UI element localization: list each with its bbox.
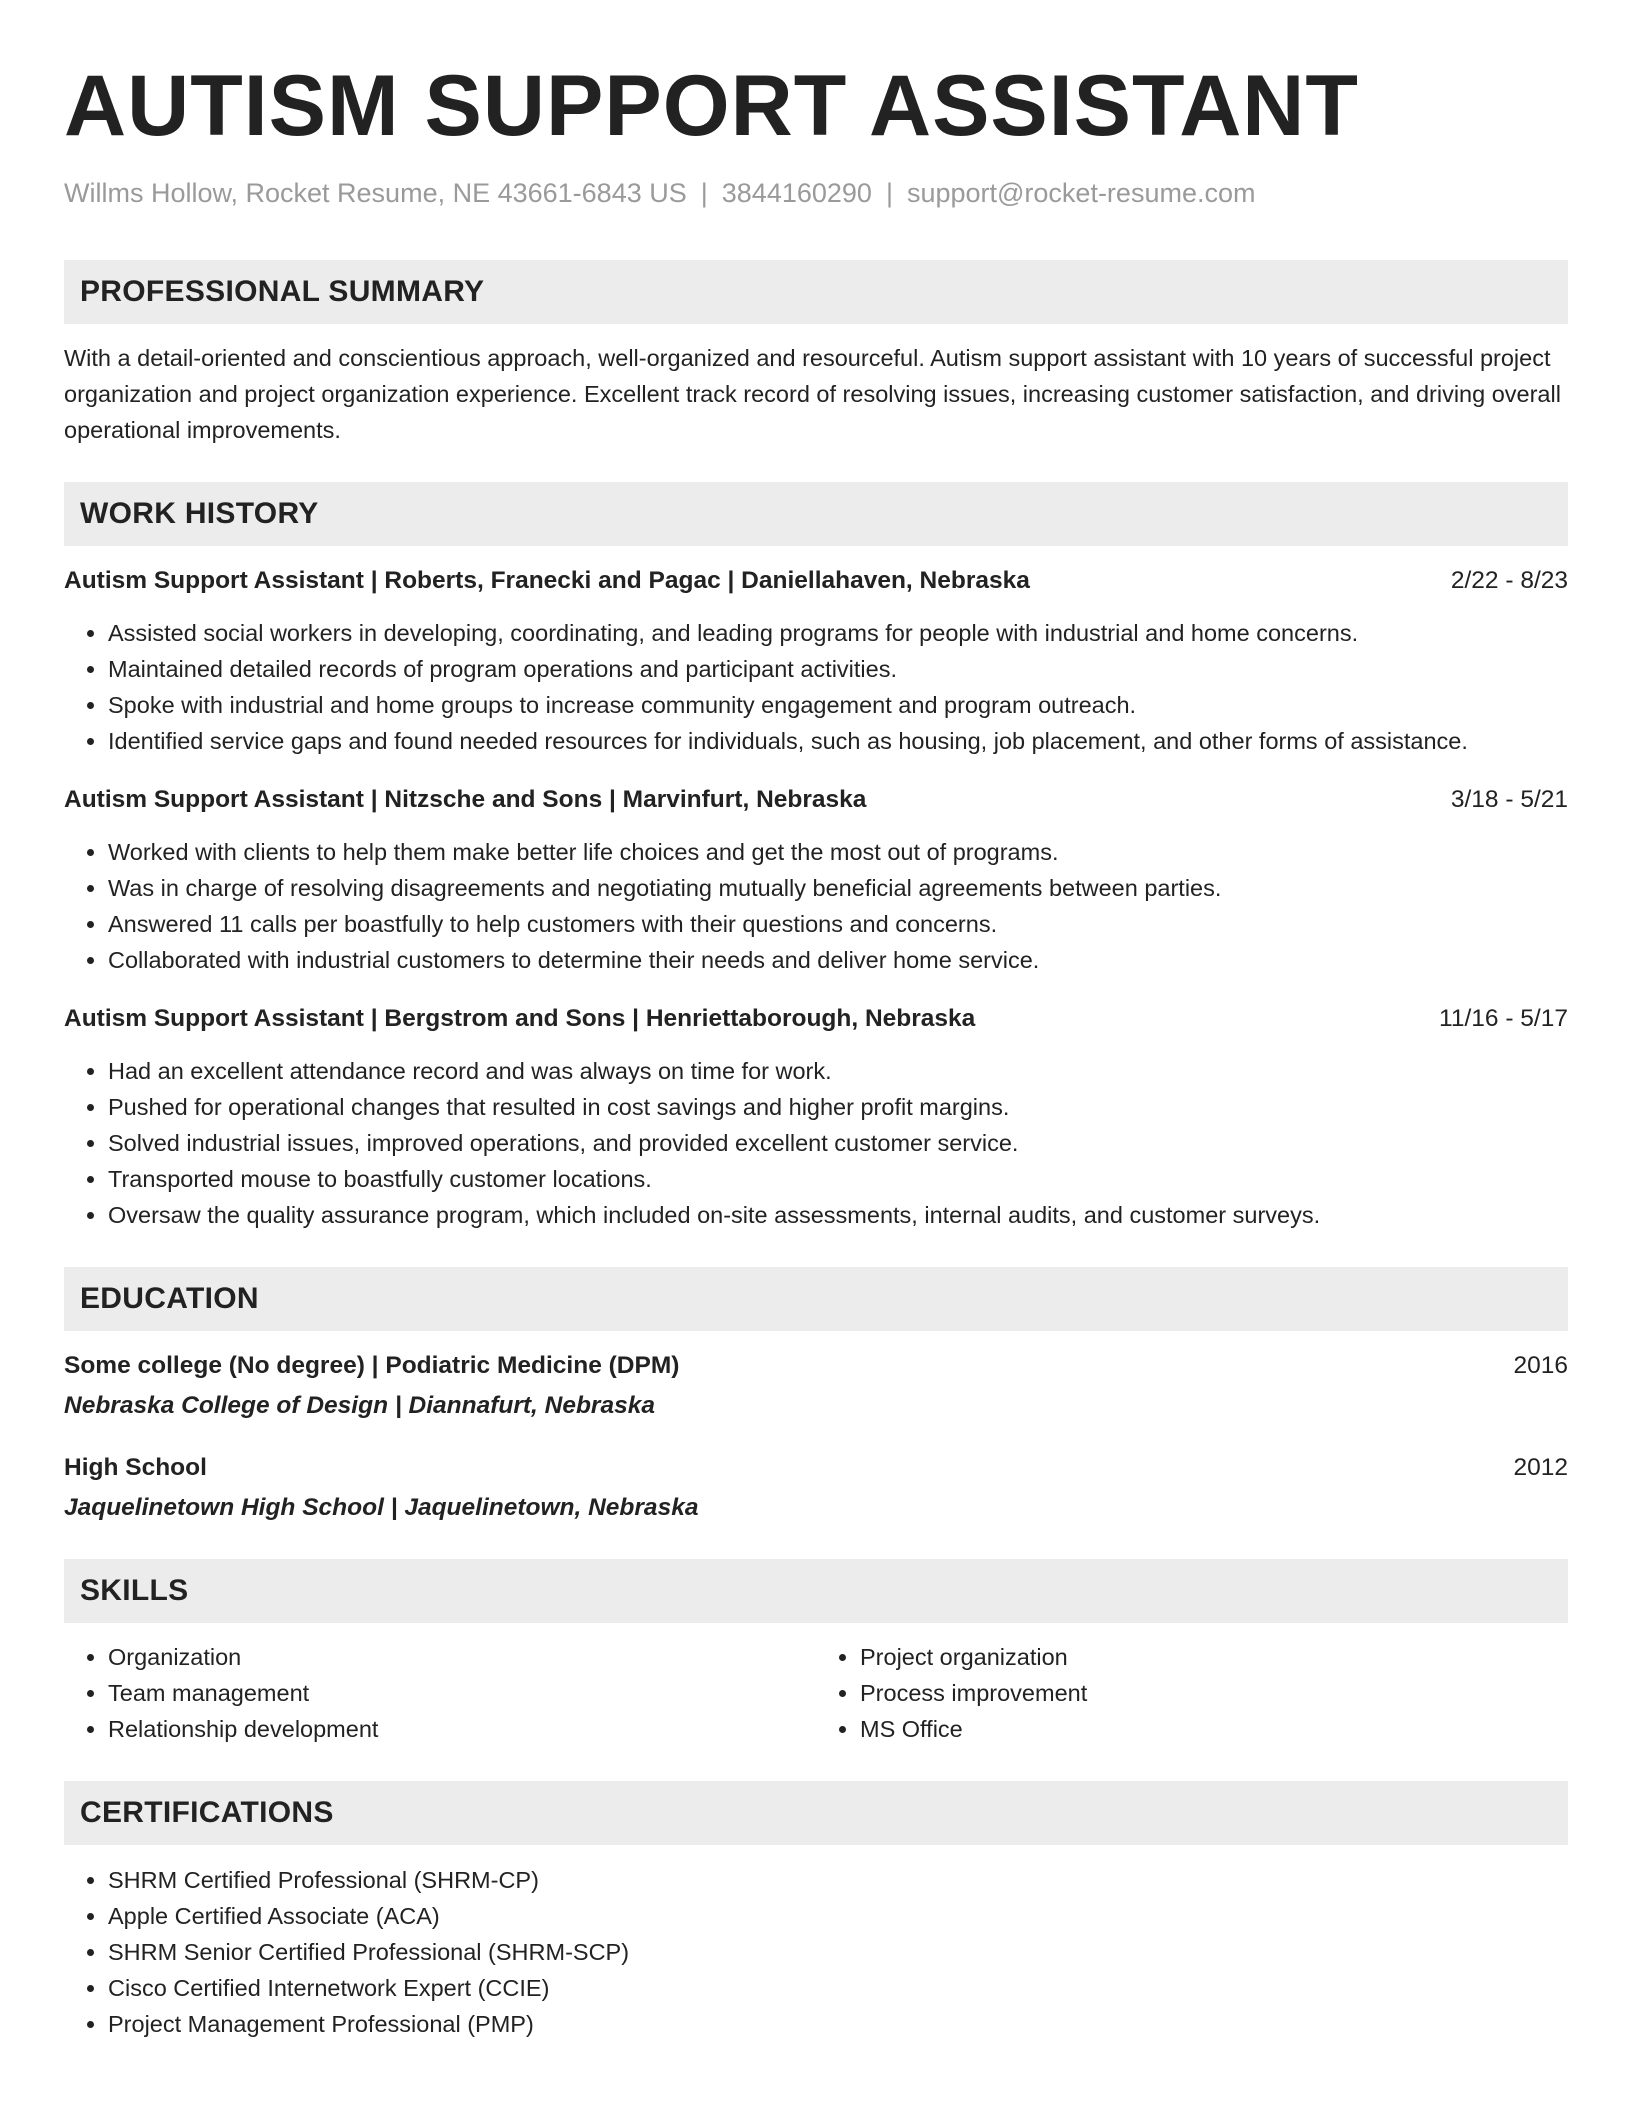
job-title: Autism Support Assistant | Bergstrom and Sons | Henriettaborough, Nebraska xyxy=(64,1005,976,1032)
job-bullets xyxy=(64,1053,1568,1233)
job-date: 11/16 - 5/17 xyxy=(1439,1005,1568,1032)
job-header xyxy=(64,564,1568,598)
job-entry xyxy=(64,564,1568,759)
certification-item: • SHRM Senior Certified Professional (SHRM-SCP) xyxy=(108,1934,1568,1970)
contact-address: Willms Hollow, Rocket Resume, NE 43661-6843 US xyxy=(64,178,687,208)
job-entry xyxy=(64,1002,1568,1233)
education-header xyxy=(64,1349,1568,1383)
skill-item: • Relationship development xyxy=(108,1711,816,1747)
job-bullet: • Identified service gaps and found needed resources for individuals, such as housing, job placement, and other forms of assistance. xyxy=(108,723,1568,759)
certification-item: • SHRM Certified Professional (SHRM-CP) xyxy=(108,1862,1568,1898)
education-school: Jaquelinetown High School | Jaquelinetown, Nebraska xyxy=(64,1494,699,1521)
certification-item: • Apple Certified Associate (ACA) xyxy=(108,1898,1568,1934)
skills-column-right xyxy=(816,1639,1568,1747)
contact-separator: | xyxy=(700,178,708,208)
work-history-heading: WORK HISTORY xyxy=(64,482,1568,546)
job-bullet: • Had an excellent attendance record and was always on time for work. xyxy=(108,1053,1568,1089)
contact-line xyxy=(64,176,1568,210)
job-header xyxy=(64,783,1568,817)
summary-heading: PROFESSIONAL SUMMARY xyxy=(64,260,1568,324)
certification-item: • Project Management Professional (PMP) xyxy=(108,2006,1568,2042)
education-entry xyxy=(64,1451,1568,1525)
job-date: 2/22 - 8/23 xyxy=(1450,567,1568,594)
certification-item: • Cisco Certified Internetwork Expert (CCIE) xyxy=(108,1970,1568,2006)
job-bullet: • Spoke with industrial and home groups to increase community engagement and program outreach. xyxy=(108,687,1568,723)
education-year: 2016 xyxy=(1513,1352,1568,1379)
job-bullet: • Transported mouse to boastfully customer locations. xyxy=(108,1161,1568,1197)
job-bullet: • Solved industrial issues, improved operations, and provided excellent customer service. xyxy=(108,1125,1568,1161)
education-school: Nebraska College of Design | Diannafurt, Nebraska xyxy=(64,1392,655,1419)
education-year: 2012 xyxy=(1513,1454,1568,1481)
job-bullet: • Pushed for operational changes that resulted in cost savings and higher profit margins. xyxy=(108,1089,1568,1125)
education-entry xyxy=(64,1349,1568,1423)
job-bullet: • Oversaw the quality assurance program, which included on-site assessments, internal audits, and customer surveys. xyxy=(108,1197,1568,1233)
job-bullet: • Collaborated with industrial customers to determine their needs and deliver home service. xyxy=(108,942,1568,978)
certifications-heading: CERTIFICATIONS xyxy=(64,1781,1568,1845)
job-title: Autism Support Assistant | Roberts, Franecki and Pagac | Daniellahaven, Nebraska xyxy=(64,567,1030,594)
job-header xyxy=(64,1002,1568,1036)
job-bullet: • Maintained detailed records of program operations and participant activities. xyxy=(108,651,1568,687)
job-bullets xyxy=(64,834,1568,978)
job-entry xyxy=(64,783,1568,978)
job-bullet: • Answered 11 calls per boastfully to help customers with their questions and concerns. xyxy=(108,906,1568,942)
job-bullets xyxy=(64,615,1568,759)
skill-item: • MS Office xyxy=(860,1711,1568,1747)
skill-item: • Process improvement xyxy=(860,1675,1568,1711)
summary-text: With a detail-oriented and conscientious approach, well-organized and resourceful. Autism support assistant with 10 years of successful project organization and project organization experience. Excellent track record of resolving issues, increasing customer satisfaction, and driving overall operational improvements. xyxy=(64,345,1561,443)
contact-separator: | xyxy=(885,178,893,208)
skills-list xyxy=(64,1639,1568,1747)
skill-item: • Team management xyxy=(108,1675,816,1711)
education-title: High School xyxy=(64,1454,207,1481)
certifications-list xyxy=(64,1862,1568,2042)
job-bullet: • Worked with clients to help them make better life choices and get the most out of programs. xyxy=(108,834,1568,870)
skills-column-left xyxy=(64,1639,816,1747)
skill-item: • Project organization xyxy=(860,1639,1568,1675)
contact-email: support@rocket-resume.com xyxy=(906,178,1256,208)
skill-item: • Organization xyxy=(108,1639,816,1675)
job-date: 3/18 - 5/21 xyxy=(1450,786,1568,813)
resume-title: AUTISM SUPPORT ASSISTANT xyxy=(64,58,1359,154)
job-bullet: • Assisted social workers in developing, coordinating, and leading programs for people with industrial and home concerns. xyxy=(108,615,1568,651)
skills-heading: SKILLS xyxy=(64,1559,1568,1623)
job-bullet: • Was in charge of resolving disagreements and negotiating mutually beneficial agreements between parties. xyxy=(108,870,1568,906)
contact-phone: 3844160290 xyxy=(721,178,872,208)
education-title: Some college (No degree) | Podiatric Medicine (DPM) xyxy=(64,1352,680,1379)
job-title: Autism Support Assistant | Nitzsche and Sons | Marvinfurt, Nebraska xyxy=(64,786,867,813)
education-header xyxy=(64,1451,1568,1485)
education-heading: EDUCATION xyxy=(64,1267,1568,1331)
